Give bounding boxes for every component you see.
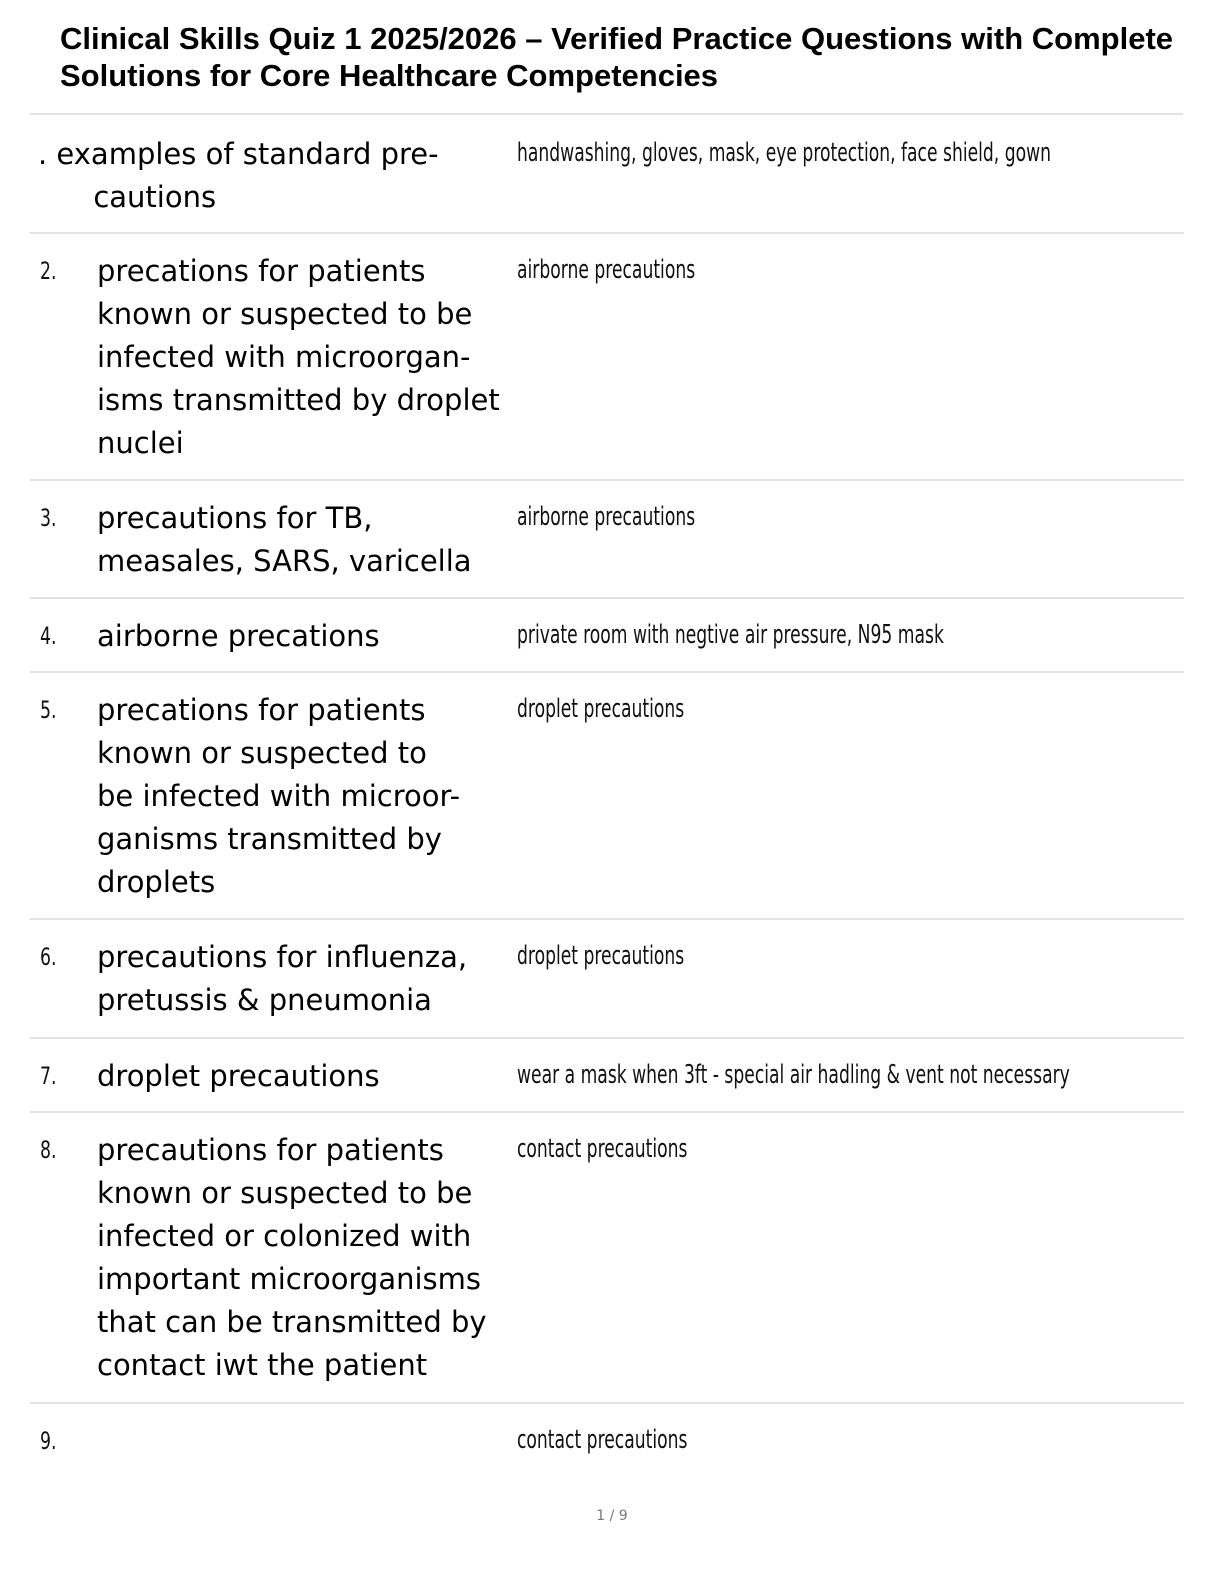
card-answer: handwashing, gloves, mask, eye protection, face shield, gown [517, 138, 1052, 168]
card-answer: airborne precautions [517, 502, 696, 532]
card-answer: contact precautions [517, 1134, 688, 1164]
card-answer: airborne precautions [517, 255, 696, 285]
card-answer: droplet precautions [517, 694, 685, 724]
flashcard-row [30, 597, 1184, 673]
card-answer: wear a mask when 3ft - special air hadling & vent not necessary [517, 1060, 1070, 1090]
card-question: airborne precations [97, 619, 380, 653]
flashcard-row [30, 918, 1184, 1039]
card-question: precautions for patients known or suspected to be infected or colonized with important microorganisms that can be transmitted by contact iwt the patient [97, 1133, 487, 1382]
card-question: precations for patients known or suspected to be infected with microor- ganisms transmitted by droplets [97, 693, 461, 899]
flashcard-row [30, 232, 1184, 481]
card-number: 2. [40, 257, 57, 285]
flashcard-row [30, 1402, 1184, 1492]
card-number: 7. [40, 1062, 57, 1090]
card-question: precations for patients known or suspected to be infected with microorgan- isms transmitted by droplet nuclei [97, 254, 500, 460]
card-number: 8. [40, 1136, 57, 1164]
card-question: precautions for influenza, pretussis & pneumonia [97, 940, 468, 1017]
card-question: . examples of standard pre- cautions [38, 137, 439, 214]
card-question: precautions for TB, measales, SARS, varicella [97, 501, 472, 578]
flashcard-row [30, 479, 1184, 599]
card-question: droplet precautions [97, 1059, 380, 1093]
flashcard-row [30, 115, 1184, 234]
flashcard-row [30, 1037, 1184, 1113]
card-answer: contact precautions [517, 1425, 688, 1455]
card-number: 4. [40, 622, 57, 650]
page-title: Clinical Skills Quiz 1 2025/2026 – Verified Practice Questions with Complete Solutions for Core Healthcare Competencies [60, 21, 1174, 93]
card-number: 3. [40, 504, 57, 532]
card-answer: droplet precautions [517, 941, 685, 971]
card-answer: private room with negtive air pressure, N95 mask [517, 620, 944, 650]
card-number: 9. [40, 1427, 57, 1455]
card-number: 6. [40, 943, 57, 971]
flashcard-row [30, 671, 1184, 920]
card-number: 5. [40, 696, 57, 724]
flashcard-row [30, 1111, 1184, 1404]
page-indicator: 1 / 9 [596, 1508, 628, 1524]
